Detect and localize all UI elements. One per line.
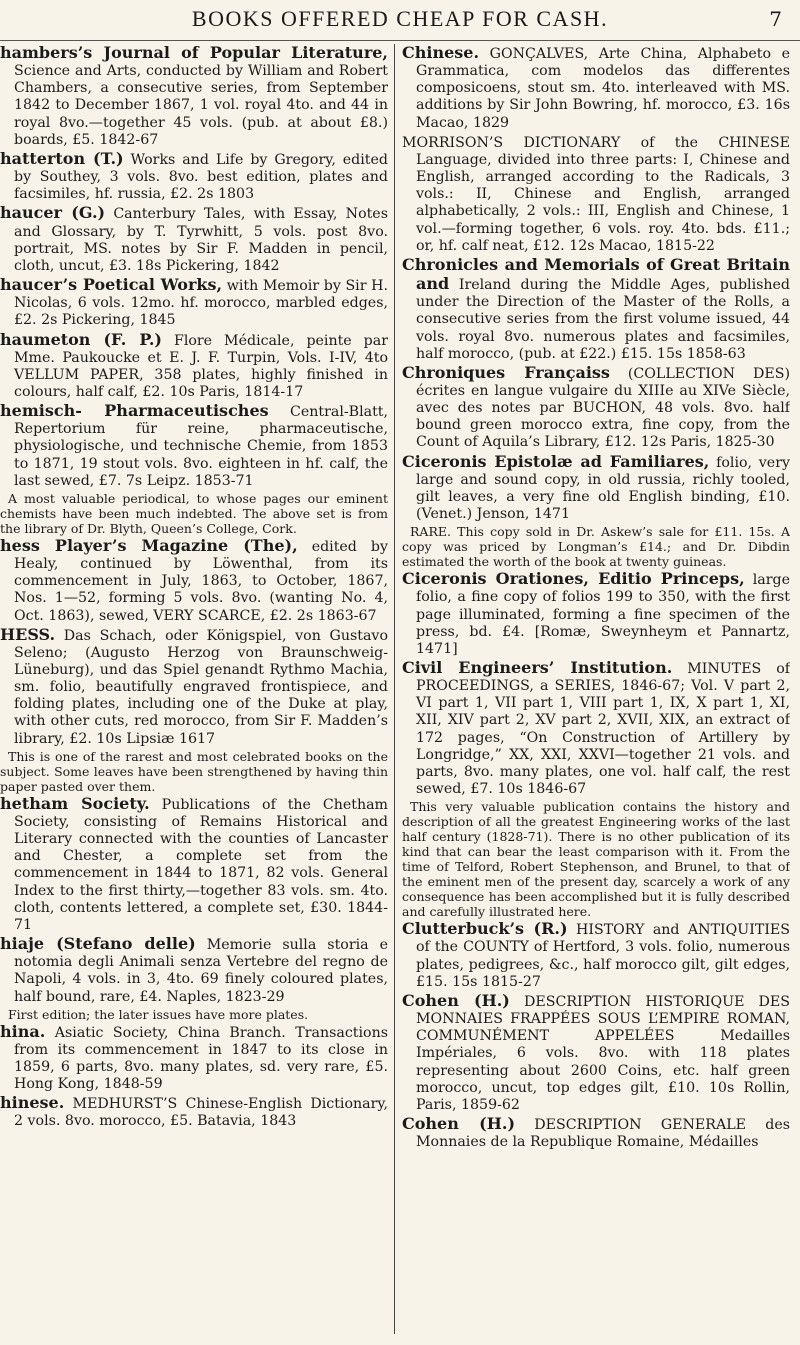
entry-description: large folio, a fine copy of folios 199 to 350, with the first page illuminated, forming a fine specimen of the press, bd. £4. [Romæ, Sweynheym et Pannartz, 1471]	[416, 572, 790, 657]
entry-heading: Clutterbuck’s (R.)	[402, 919, 568, 939]
entry-heading: Ciceronis Orationes, Editio Princeps,	[402, 569, 745, 589]
entry-heading: Civil Engineers’ Institution.	[402, 658, 673, 677]
entry-heading: hambers’s Journal of Popular Literature,	[0, 44, 388, 62]
column-divider	[394, 44, 395, 1334]
entry-description: HISTORY and ANTIQUITIES of the COUNTY of Hertford, 3 vols. folio, numerous plates, pedigrees, &c., half morocco gilt, gilt edges, £15. 15s 1815-27	[416, 922, 790, 990]
entry-description: Memorie sulla storia e notomia degli Animali senza Vertebre del regno de Napoli, 4 vols. in 3, 4to. 69 finely coloured plates, half bound, rare, £4. Naples, 1823-29	[14, 937, 388, 1005]
catalogue-entry	[0, 204, 388, 275]
entry-heading: haucer (G.)	[0, 203, 106, 223]
entry-heading: Chinese.	[402, 44, 480, 62]
entry-description: Central-Blatt, Repertorium für reine, pharmaceutische, physiologische, und technische Chemie, from 1853 to 1871, 19 stout vols. 8vo. eighteen in hf. calf, the last sewed, £7. 7s Leipz. 1853-71	[14, 404, 388, 489]
catalogue-entry	[0, 44, 388, 149]
catalogue-entry	[0, 276, 388, 329]
entry-description: Flore Médicale, peinte par Mme. Paukoucke et E. J. F. Turpin, Vols. I-IV, 4to VELLUM PAPER, 358 plates, highly finished in colours, half calf, £2. 10s Paris, 1814-17	[14, 332, 388, 400]
entry-heading: Chroniques Françaiss	[402, 362, 610, 382]
entry-description: with Memoir by Sir H. Nicolas, 6 vols. 12mo. hf. morocco, marbled edges, £2. 2s Pickering, 1845	[14, 278, 388, 329]
header-rule	[0, 40, 800, 41]
entry-heading: hina.	[0, 1021, 46, 1041]
catalogue-entry	[0, 150, 388, 203]
right-column	[402, 44, 790, 1339]
entry-description: DESCRIPTION HISTORIQUE DES MONNAIES FRAPPÉES SOUS L’EMPIRE ROMAN, COMMUNÉMENT APPELÉES Medailles Impériales, 6 vols. 8vo. with 118 plates representing about 2600 Coins, etc. half green morocco, uncut, top edges gilt, £10. 10s Rollin, Paris, 1859-62	[416, 993, 790, 1113]
entry-heading: Cohen (H.)	[402, 990, 510, 1010]
entry-heading: HESS.	[0, 624, 56, 644]
entry-description: MEDHURST’S Chinese-English Dictionary, 2 vols. 8vo. morocco, £5. Batavia, 1843	[14, 1096, 388, 1130]
catalogue-entry	[402, 992, 790, 1114]
catalogue-entry	[402, 570, 790, 658]
catalogue-entry	[0, 537, 388, 625]
catalogue-note: RARE. This copy sold in Dr. Askew’s sale for £11. 15s. A copy was priced by Longman’s £14.; and Dr. Dibdin estimated the worth of the book at twenty guineas.	[402, 524, 790, 570]
catalogue-note: This is one of the rarest and most celebrated books on the subject. Some leaves have been strengthened by having thin paper pasted over them.	[0, 748, 388, 794]
catalogue-entry	[402, 364, 790, 452]
entry-description: MORRISON’S DICTIONARY of the CHINESE Language, divided into three parts: I, Chinese and English, arranged according to the Radicals, 3 vols.: II, Chinese and English, arranged alphabetically, 2 vols.: III, English and Chinese, 1 vol.—forming together, 6 vols. roy. 4to. bds. £11.; or, hf. calf neat, £12. 12s Macao, 1815-22	[402, 134, 790, 254]
entry-heading: Chronicles and Memorials of Great Britain and	[402, 254, 790, 294]
page-number: 7	[769, 7, 782, 31]
catalogue-entry	[0, 1023, 388, 1094]
catalogue-entry	[402, 659, 790, 798]
catalogue-entry	[402, 920, 790, 991]
catalogue-entry	[0, 795, 388, 934]
entry-heading: haumeton (F. P.)	[0, 329, 162, 349]
entry-heading: hiaje (Stefano delle)	[0, 934, 196, 954]
entry-description: Asiatic Society, China Branch. Transactions from its commencement in 1847 to its close in 1859, 6 parts, 8vo. many plates, sd. very rare, £5. Hong Kong, 1848-59	[14, 1024, 388, 1093]
catalogue-entry	[0, 935, 388, 1006]
entry-heading: hatterton (T.)	[0, 148, 124, 168]
catalogue-entry	[0, 1094, 388, 1130]
catalogue-entry	[402, 453, 790, 524]
catalogue-entry	[402, 133, 790, 255]
catalogue-entry	[0, 402, 388, 490]
left-column	[0, 44, 388, 1339]
entry-heading: hemisch- Pharmaceutisches	[0, 401, 269, 421]
entry-description: MINUTES of PROCEEDINGS, a SERIES, 1846-67; Vol. V part 2, VI part 1, VII part 1, VIII part 1, IX, X part 1, XI, XII, XIV part 2, XV part 2, XVII, XIX, an extract of 172 pages, “On Construction of Artillery by Longridge,” XX, XXI, XXVI—together 21 vols. and parts, 8vo. many plates, one vol. half calf, the rest sewed, £7. 10s 1846-67	[416, 661, 790, 798]
entry-description: GONÇALVES, Arte China, Alphabeto e Grammatica, com modelos das differentes composicoens, stout sm. 4to. interleaved with MS. additions by Sir John Bowring, hf. morocco, £3. 16s Macao, 1829	[416, 46, 790, 131]
catalogue-entry	[0, 331, 388, 402]
entry-description: Publications of the Chetham Society, consisting of Remains Historical and Literary connected with the counties of Lancaster and Chester, a complete set from the commencement in 1844 to 1871, 82 vols. General Index to the first thirty,—together 83 vols. sm. 4to. cloth, contents lettered, a complete set, £30. 1844-71	[14, 796, 388, 933]
catalogue-note: This very valuable publication contains the history and description of all the greatest Engineering works of the last half century (1828-71). There is no other publication of its kind that can bear the least comparison with it. From the time of Telford, Robert Stephenson, and Brunel, to that of the eminent men of the present day, scarcely a work of any consequence has been accomplished but it is fully described and carefully illustrated here.	[402, 799, 790, 920]
entry-heading: Ciceronis Epistolæ ad Familiares,	[402, 451, 710, 471]
entry-description: DESCRIPTION GENERALE des Monnaies de la Republique Romaine, Médailles	[416, 1116, 790, 1151]
entry-description: folio, very large and sound copy, in old russia, richly tooled, gilt leaves, a very fine old English binding, £10. (Venet.) Jenson, 1471	[416, 454, 790, 523]
entry-description: Works and Life by Gregory, edited by Southey, 3 vols. 8vo. best edition, plates and facsimiles, hf. russia, £2. 2s 1803	[14, 151, 388, 203]
entry-description: Science and Arts, conducted by William and Robert Chambers, a consecutive series, from September 1842 to December 1867, 1 vol. royal 4to. and 44 in royal 8vo.—together 45 vols. (pub. at about £8.) boards, £5. 1842-67	[14, 63, 388, 148]
entry-description: Ireland during the Middle Ages, published under the Direction of the Master of the Rolls, a consecutive series from the first volume issued, 44 vols. royal 8vo. numerous plates and facsimiles, half morocco, (pub. at £22.) £15. 15s 1858-63	[416, 277, 790, 362]
entry-description: Canterbury Tales, with Essay, Notes and Glossary, by T. Tyrwhitt, 5 vols. post 8vo. portrait, MS. notes by Sir F. Madden in pencil, cloth, uncut, £3. 18s Pickering, 1842	[14, 206, 388, 274]
catalogue-entry	[402, 256, 790, 363]
entry-description: Das Schach, oder Königspiel, von Gustavo Seleno; (Augusto Herzog von Braunschweig-Lüneburg), und das Spiel genandt Rythmo Machia, sm. folio, beautifully engraved frontispiece, and folding plates, including one of the Duke at play, with other cuts, red morocco, from Sir F. Madden’s library, £2. 10s Lipsiæ 1617	[14, 627, 388, 747]
catalogue-entry	[402, 1115, 790, 1151]
catalogue-entry	[0, 626, 388, 748]
entry-description: (COLLECTION DES) écrites en langue vulgaire du XIIIe au XIVe Siècle, avec des notes par BUCHON, 48 vols. 8vo. half bound green morocco extra, fine copy, from the Count of Aquila’s Library, £12. 12s Paris, 1825-30	[416, 365, 790, 451]
catalogue-note: First edition; the later issues have more plates.	[8, 1006, 309, 1022]
entry-heading: hinese.	[0, 1093, 65, 1113]
catalogue-entry	[402, 44, 790, 132]
entry-description: edited by Healy, continued by Löwenthal, from its commencement in July, 1863, to October, 1867, Nos. 1—52, forming 5 vols. 8vo. (wanting No. 4, Oct. 1863), sewed, VERY SCARCE, £2. 2s 1863-67	[14, 538, 388, 624]
entry-heading: haucer’s Poetical Works,	[0, 275, 223, 295]
catalogue-note: A most valuable periodical, to whose pages our eminent chemists have been much indebted. The above set is from the library of Dr. Blyth, Queen’s College, Cork.	[0, 490, 388, 536]
entry-heading: hetham Society.	[0, 793, 150, 813]
running-header	[0, 0, 800, 42]
entry-heading: hess Player’s Magazine (The),	[0, 535, 298, 555]
entry-heading: Cohen (H.)	[402, 1113, 516, 1133]
header-title: BOOKS OFFERED CHEAP FOR CASH.	[191, 6, 609, 31]
